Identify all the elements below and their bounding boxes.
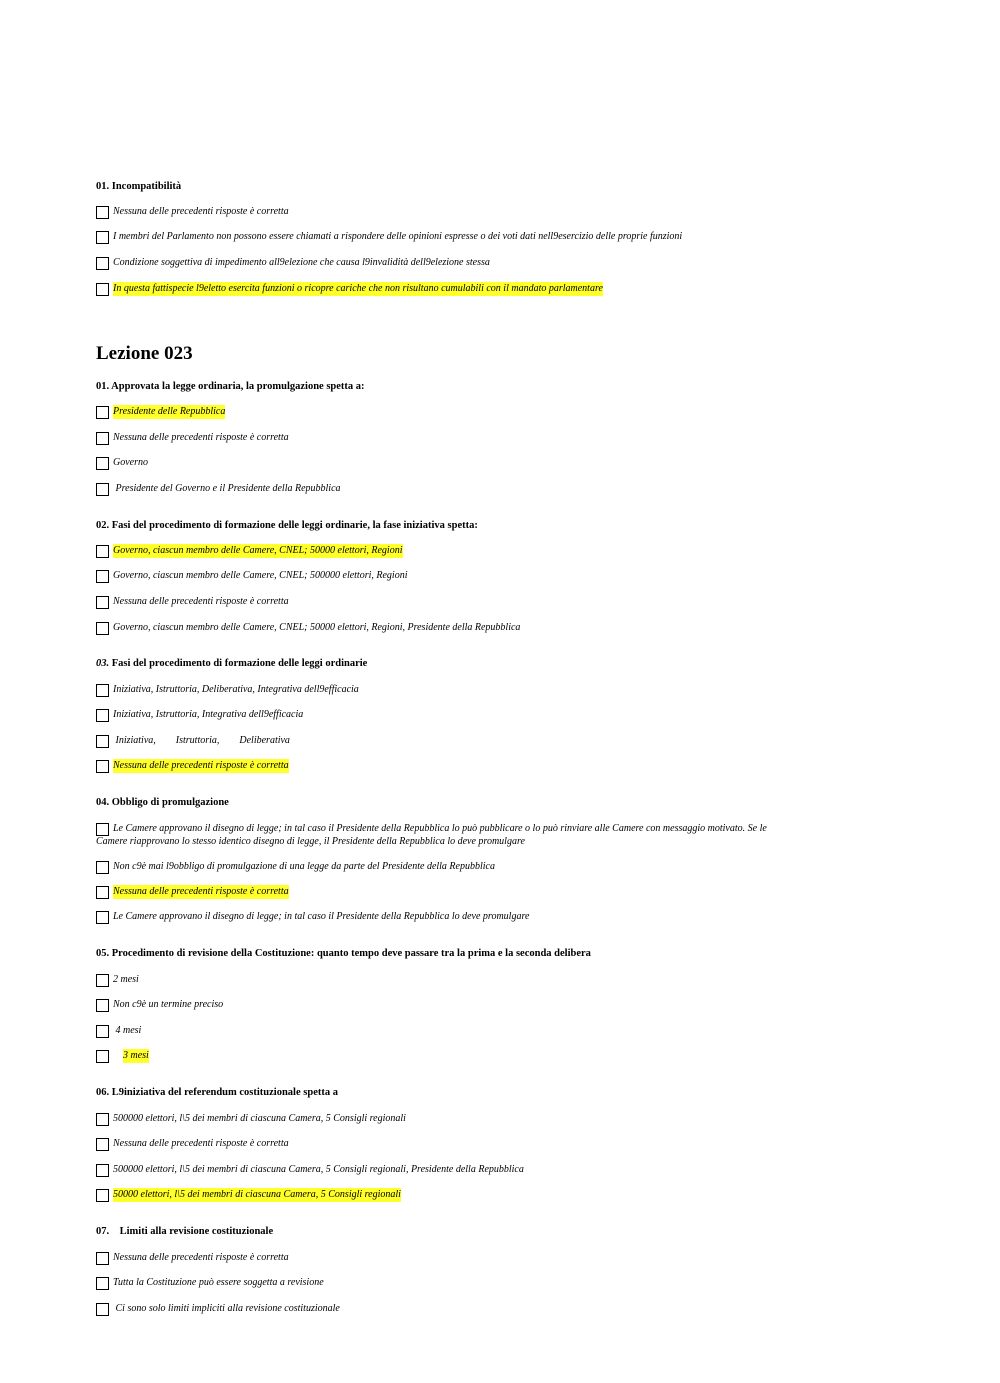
answer-text: Iniziativa, Istruttoria, Deliberativa, Integrativa dell9efficacia: [113, 684, 359, 695]
answer-text: Nessuna delle precedenti risposte è corretta: [113, 1138, 289, 1149]
answer-text: Iniziativa, Istruttoria, Deliberativa: [113, 735, 290, 746]
checkbox[interactable]: [96, 999, 109, 1012]
checkbox[interactable]: [96, 911, 109, 924]
checkbox[interactable]: [96, 861, 109, 874]
checkbox[interactable]: [96, 1277, 109, 1290]
question-text: Fasi del procedimento di formazione delle leggi ordinarie: [109, 658, 368, 669]
checkbox[interactable]: [96, 231, 109, 244]
highlighted-answer-text: 3 mesi: [123, 1050, 149, 1061]
question-number: 03.: [96, 658, 110, 669]
checkbox[interactable]: [96, 1113, 109, 1126]
answer-text: Governo, ciascun membro delle Camere, CNEL; 50000 elettori, Regioni, Presidente della Repubblica: [113, 622, 521, 633]
checkbox[interactable]: [96, 1138, 109, 1151]
checkbox[interactable]: [96, 1050, 109, 1063]
highlighted-answer-text: 50000 elettori, l\5 dei membri di ciascuna Camera, 5 Consigli regionali: [113, 1189, 401, 1200]
answer-text-continuation: Camere riapprovano lo stesso identico disegno di legge, il Presidente della Repubblica lo deve promulgare: [96, 836, 525, 847]
question-title: 07. Limiti alla revisione costituzionale: [96, 1226, 274, 1237]
highlighted-answer-text: Presidente delle Repubblica: [113, 406, 226, 417]
checkbox[interactable]: [96, 545, 109, 558]
checkbox[interactable]: [96, 596, 109, 609]
answer-text: 500000 elettori, l\5 dei membri di ciascuna Camera, 5 Consigli regionali: [113, 1113, 406, 1124]
checkbox[interactable]: [96, 709, 109, 722]
answer-text: Presidente del Governo e il Presidente della Repubblica: [113, 483, 341, 494]
checkbox[interactable]: [96, 886, 109, 899]
answer-text: Non c9è un termine preciso: [113, 999, 224, 1010]
checkbox[interactable]: [96, 823, 109, 836]
answer-text: Governo, ciascun membro delle Camere, CNEL; 500000 elettori, Regioni: [113, 570, 408, 581]
answer-text: Governo: [113, 457, 148, 468]
question-title: 01. Incompatibilità: [96, 181, 182, 192]
answer-text: 2 mesi: [113, 974, 139, 985]
answer-text: I membri del Parlamento non possono essere chiamati a rispondere delle opinioni espresse o dei voti dati nell9esercizio delle proprie funzioni: [113, 231, 683, 242]
checkbox[interactable]: [96, 570, 109, 583]
question-title: 06. L9iniziativa del referendum costituzionale spetta a: [96, 1087, 338, 1098]
checkbox[interactable]: [96, 760, 109, 773]
checkbox[interactable]: [96, 974, 109, 987]
lesson-title: Lezione 023: [96, 343, 193, 364]
answer-text: Nessuna delle precedenti risposte è corretta: [113, 432, 289, 443]
checkbox[interactable]: [96, 206, 109, 219]
highlighted-answer-text: Nessuna delle precedenti risposte è corretta: [113, 886, 289, 897]
answer-text: Iniziativa, Istruttoria, Integrativa dell9efficacia: [113, 709, 304, 720]
checkbox[interactable]: [96, 684, 109, 697]
answer-text: Nessuna delle precedenti risposte è corretta: [113, 206, 289, 217]
answer-text: Non c9è mai l9obbligo di promulgazione di una legge da parte del Presidente della Repubblica: [113, 861, 495, 872]
checkbox[interactable]: [96, 1252, 109, 1265]
answer-text: 500000 elettori, l\5 dei membri di ciascuna Camera, 5 Consigli regionali, Presidente della Repubblica: [113, 1164, 524, 1175]
question-title: 05. Procedimento di revisione della Costituzione: quanto tempo deve passare tra la prima e la seconda delibera: [96, 948, 591, 959]
question-title: 02. Fasi del procedimento di formazione delle leggi ordinarie, la fase iniziativa spetta:: [96, 520, 478, 531]
checkbox[interactable]: [96, 1025, 109, 1038]
checkbox[interactable]: [96, 406, 109, 419]
question-title: 01. Approvata la legge ordinaria, la promulgazione spetta a:: [96, 381, 365, 392]
answer-text: Le Camere approvano il disegno di legge; in tal caso il Presidente della Repubblica lo può pubblicare o lo può rinviare alle Camere con messaggio motivato. Se le: [113, 823, 767, 834]
highlighted-answer-text: Nessuna delle precedenti risposte è corretta: [113, 760, 289, 771]
answer-text: Tutta la Costituzione può essere soggetta a revisione: [113, 1277, 324, 1288]
checkbox[interactable]: [96, 257, 109, 270]
answer-text: 4 mesi: [113, 1025, 142, 1036]
checkbox[interactable]: [96, 283, 109, 296]
highlighted-answer-text: Governo, ciascun membro delle Camere, CNEL; 50000 elettori, Regioni: [113, 545, 403, 556]
question-title: [96, 658, 367, 669]
checkbox[interactable]: [96, 1303, 109, 1316]
highlighted-answer-text: In questa fattispecie l9eletto esercita funzioni o ricopre cariche che non risultano cumulabili con il mandato parlamentare: [113, 283, 603, 294]
checkbox[interactable]: [96, 432, 109, 445]
question-title: 04. Obbligo di promulgazione: [96, 797, 229, 808]
answer-text: Nessuna delle precedenti risposte è corretta: [113, 596, 289, 607]
checkbox[interactable]: [96, 1164, 109, 1177]
checkbox[interactable]: [96, 622, 109, 635]
answer-text: Le Camere approvano il disegno di legge; in tal caso il Presidente della Repubblica lo deve promulgare: [113, 911, 530, 922]
answer-text: Ci sono solo limiti impliciti alla revisione costituzionale: [113, 1303, 340, 1314]
answer-text: Nessuna delle precedenti risposte è corretta: [113, 1252, 289, 1263]
checkbox[interactable]: [96, 457, 109, 470]
checkbox[interactable]: [96, 483, 109, 496]
checkbox[interactable]: [96, 1189, 109, 1202]
checkbox[interactable]: [96, 735, 109, 748]
answer-text: Condizione soggettiva di impedimento all9elezione che causa l9invalidità dell9elezione stessa: [113, 257, 490, 268]
